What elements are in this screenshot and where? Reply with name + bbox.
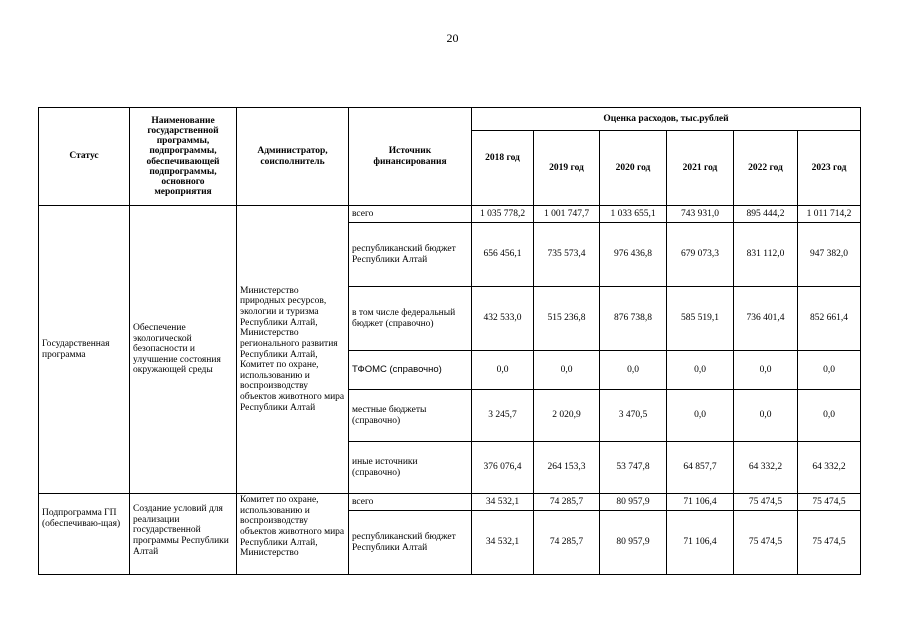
value-cell: 75 474,5 bbox=[798, 494, 861, 511]
header-year: 2021 год bbox=[667, 131, 734, 206]
value-cell: 736 401,4 bbox=[734, 287, 798, 351]
value-cell: 64 857,7 bbox=[667, 442, 734, 494]
header-year: 2022 год bbox=[734, 131, 798, 206]
value-cell: 0,0 bbox=[734, 351, 798, 390]
value-cell: 80 957,9 bbox=[600, 494, 667, 511]
header-status: Статус bbox=[39, 108, 130, 206]
source-cell: республиканский бюджет Республики Алтай bbox=[349, 511, 472, 575]
value-cell: 74 285,7 bbox=[534, 494, 600, 511]
value-cell: 64 332,2 bbox=[734, 442, 798, 494]
value-cell: 71 106,4 bbox=[667, 511, 734, 575]
value-cell: 1 011 714,2 bbox=[798, 206, 861, 223]
page-number: 20 bbox=[446, 31, 459, 45]
value-cell: 0,0 bbox=[534, 351, 600, 390]
header-year: 2023 год bbox=[798, 131, 861, 206]
value-cell: 34 532,1 bbox=[472, 511, 534, 575]
value-cell: 895 444,2 bbox=[734, 206, 798, 223]
source-cell: всего bbox=[349, 206, 472, 223]
value-cell: 743 931,0 bbox=[667, 206, 734, 223]
value-cell: 64 332,2 bbox=[798, 442, 861, 494]
value-cell: 432 533,0 bbox=[472, 287, 534, 351]
value-cell: 71 106,4 bbox=[667, 494, 734, 511]
value-cell: 2 020,9 bbox=[534, 390, 600, 442]
value-cell: 53 747,8 bbox=[600, 442, 667, 494]
budget-table bbox=[38, 107, 861, 575]
value-cell: 0,0 bbox=[734, 390, 798, 442]
value-cell: 0,0 bbox=[798, 390, 861, 442]
value-cell: 34 532,1 bbox=[472, 494, 534, 511]
value-cell: 75 474,5 bbox=[734, 511, 798, 575]
value-cell: 585 519,1 bbox=[667, 287, 734, 351]
header-admin: Администратор, соисполнитель bbox=[237, 108, 349, 206]
value-cell: 1 001 747,7 bbox=[534, 206, 600, 223]
value-cell: 1 033 655,1 bbox=[600, 206, 667, 223]
value-cell: 75 474,5 bbox=[734, 494, 798, 511]
program-name-cell: Создание условий для реализации государственной программы Республики Алтай bbox=[130, 494, 237, 575]
value-cell: 515 236,8 bbox=[534, 287, 600, 351]
admin-cell: Министерство природных ресурсов, экологии и туризма Республики Алтай, Министерство регионального развития Республики Алтай, Комитет по охране, использованию и воспроизводству объектов животного мира Республики Алтай bbox=[237, 206, 349, 494]
value-cell: 3 245,7 bbox=[472, 390, 534, 442]
source-cell: республиканский бюджет Республики Алтай bbox=[349, 223, 472, 287]
source-cell: в том числе федеральный бюджет (справочно) bbox=[349, 287, 472, 351]
value-cell: 1 035 778,2 bbox=[472, 206, 534, 223]
value-cell: 831 112,0 bbox=[734, 223, 798, 287]
value-cell: 735 573,4 bbox=[534, 223, 600, 287]
header-year: 2019 год bbox=[534, 131, 600, 206]
value-cell: 376 076,4 bbox=[472, 442, 534, 494]
status-cell: Государственная программа bbox=[39, 206, 130, 494]
source-cell: всего bbox=[349, 494, 472, 511]
value-cell: 852 661,4 bbox=[798, 287, 861, 351]
value-cell: 3 470,5 bbox=[600, 390, 667, 442]
value-cell: 656 456,1 bbox=[472, 223, 534, 287]
value-cell: 0,0 bbox=[667, 351, 734, 390]
header-year: 2018 год bbox=[472, 131, 534, 206]
status-cell: Подпрограмма ГП (обеспечиваю-щая) bbox=[39, 494, 130, 575]
source-cell: иные источники (справочно) bbox=[349, 442, 472, 494]
value-cell: 0,0 bbox=[798, 351, 861, 390]
value-cell: 75 474,5 bbox=[798, 511, 861, 575]
admin-cell: Комитет по охране, использованию и воспроизводству объектов животного мира Республики Алтай, Министерство bbox=[237, 494, 349, 575]
header-row-1 bbox=[39, 108, 861, 131]
source-cell: ТФОМС (справочно) bbox=[349, 351, 472, 390]
program-name-cell: Обеспечение экологической безопасности и улучшение состояния окружающей среды bbox=[130, 206, 237, 494]
value-cell: 264 153,3 bbox=[534, 442, 600, 494]
table-row bbox=[39, 206, 861, 223]
header-name: Наименование государственной программы, подпрограммы, обеспечивающей подпрограммы, основного мероприятия bbox=[130, 108, 237, 206]
source-cell: местные бюджеты (справочно) bbox=[349, 390, 472, 442]
header-estimate: Оценка расходов, тыс.рублей bbox=[472, 108, 861, 131]
value-cell: 947 382,0 bbox=[798, 223, 861, 287]
header-year: 2020 год bbox=[600, 131, 667, 206]
value-cell: 0,0 bbox=[472, 351, 534, 390]
table-row bbox=[39, 494, 861, 511]
value-cell: 976 436,8 bbox=[600, 223, 667, 287]
value-cell: 0,0 bbox=[600, 351, 667, 390]
value-cell: 74 285,7 bbox=[534, 511, 600, 575]
value-cell: 80 957,9 bbox=[600, 511, 667, 575]
value-cell: 0,0 bbox=[667, 390, 734, 442]
header-source: Источник финансирования bbox=[349, 108, 472, 206]
value-cell: 679 073,3 bbox=[667, 223, 734, 287]
value-cell: 876 738,8 bbox=[600, 287, 667, 351]
